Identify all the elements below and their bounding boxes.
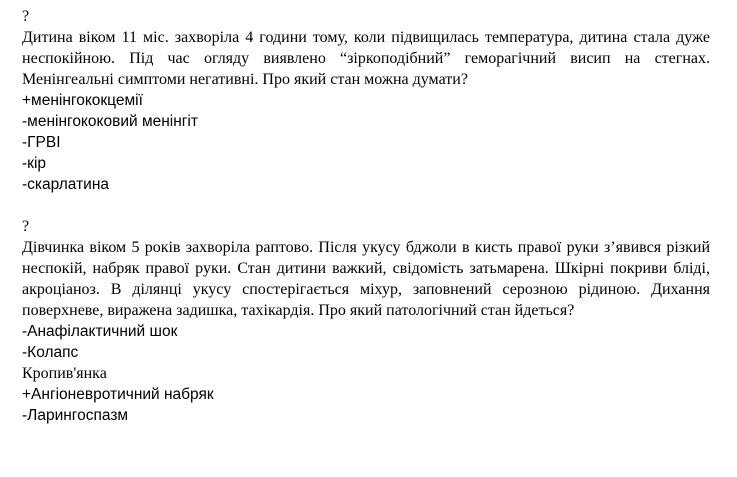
answer-option: -скарлатина <box>22 176 110 193</box>
question-marker: ? <box>22 218 30 235</box>
answer-option: -Анафілактичний шок <box>22 323 178 340</box>
answer-option: -Колапс <box>22 344 79 361</box>
document-page <box>22 6 710 426</box>
question-text: Дитина віком 11 міс. захворіла 4 години тому, коли підвищилась температура, дитина стала дуже неспокійною. Під час огляду виявлено “зіркоподібний” геморагічний висип на стегнах. Менінгеальні симптоми негативні. Про який стан можна думати? <box>22 29 710 88</box>
answer-option: -ГРВІ <box>22 134 61 151</box>
answer-option: -Ларингоспазм <box>22 407 129 424</box>
answer-option: -менінгококовий менінгіт <box>22 113 198 130</box>
answer-option: +менінгококцемії <box>22 92 143 109</box>
question-1 <box>22 6 710 195</box>
question-text: Дівчинка віком 5 років захворіла раптово. Після укусу бджоли в кисть правої руки з’явився різкий неспокій, набряк правої руки. Стан дитини важкий, свідомість затьмарена. Шкірні покриви бліді, акроціаноз. В ділянці укусу спостерігається міхур, заповнений серозною рідиною. Дихання поверхневе, виражена задишка, тахікардія. Про який патологічний стан йдеться? <box>22 239 710 319</box>
answer-option: +Ангіоневротичний набряк <box>22 386 214 403</box>
blank-line <box>22 195 710 216</box>
answer-option: Кропив'янка <box>22 365 107 382</box>
question-2 <box>22 216 710 426</box>
question-marker: ? <box>22 8 30 25</box>
answer-option: -кір <box>22 155 47 172</box>
